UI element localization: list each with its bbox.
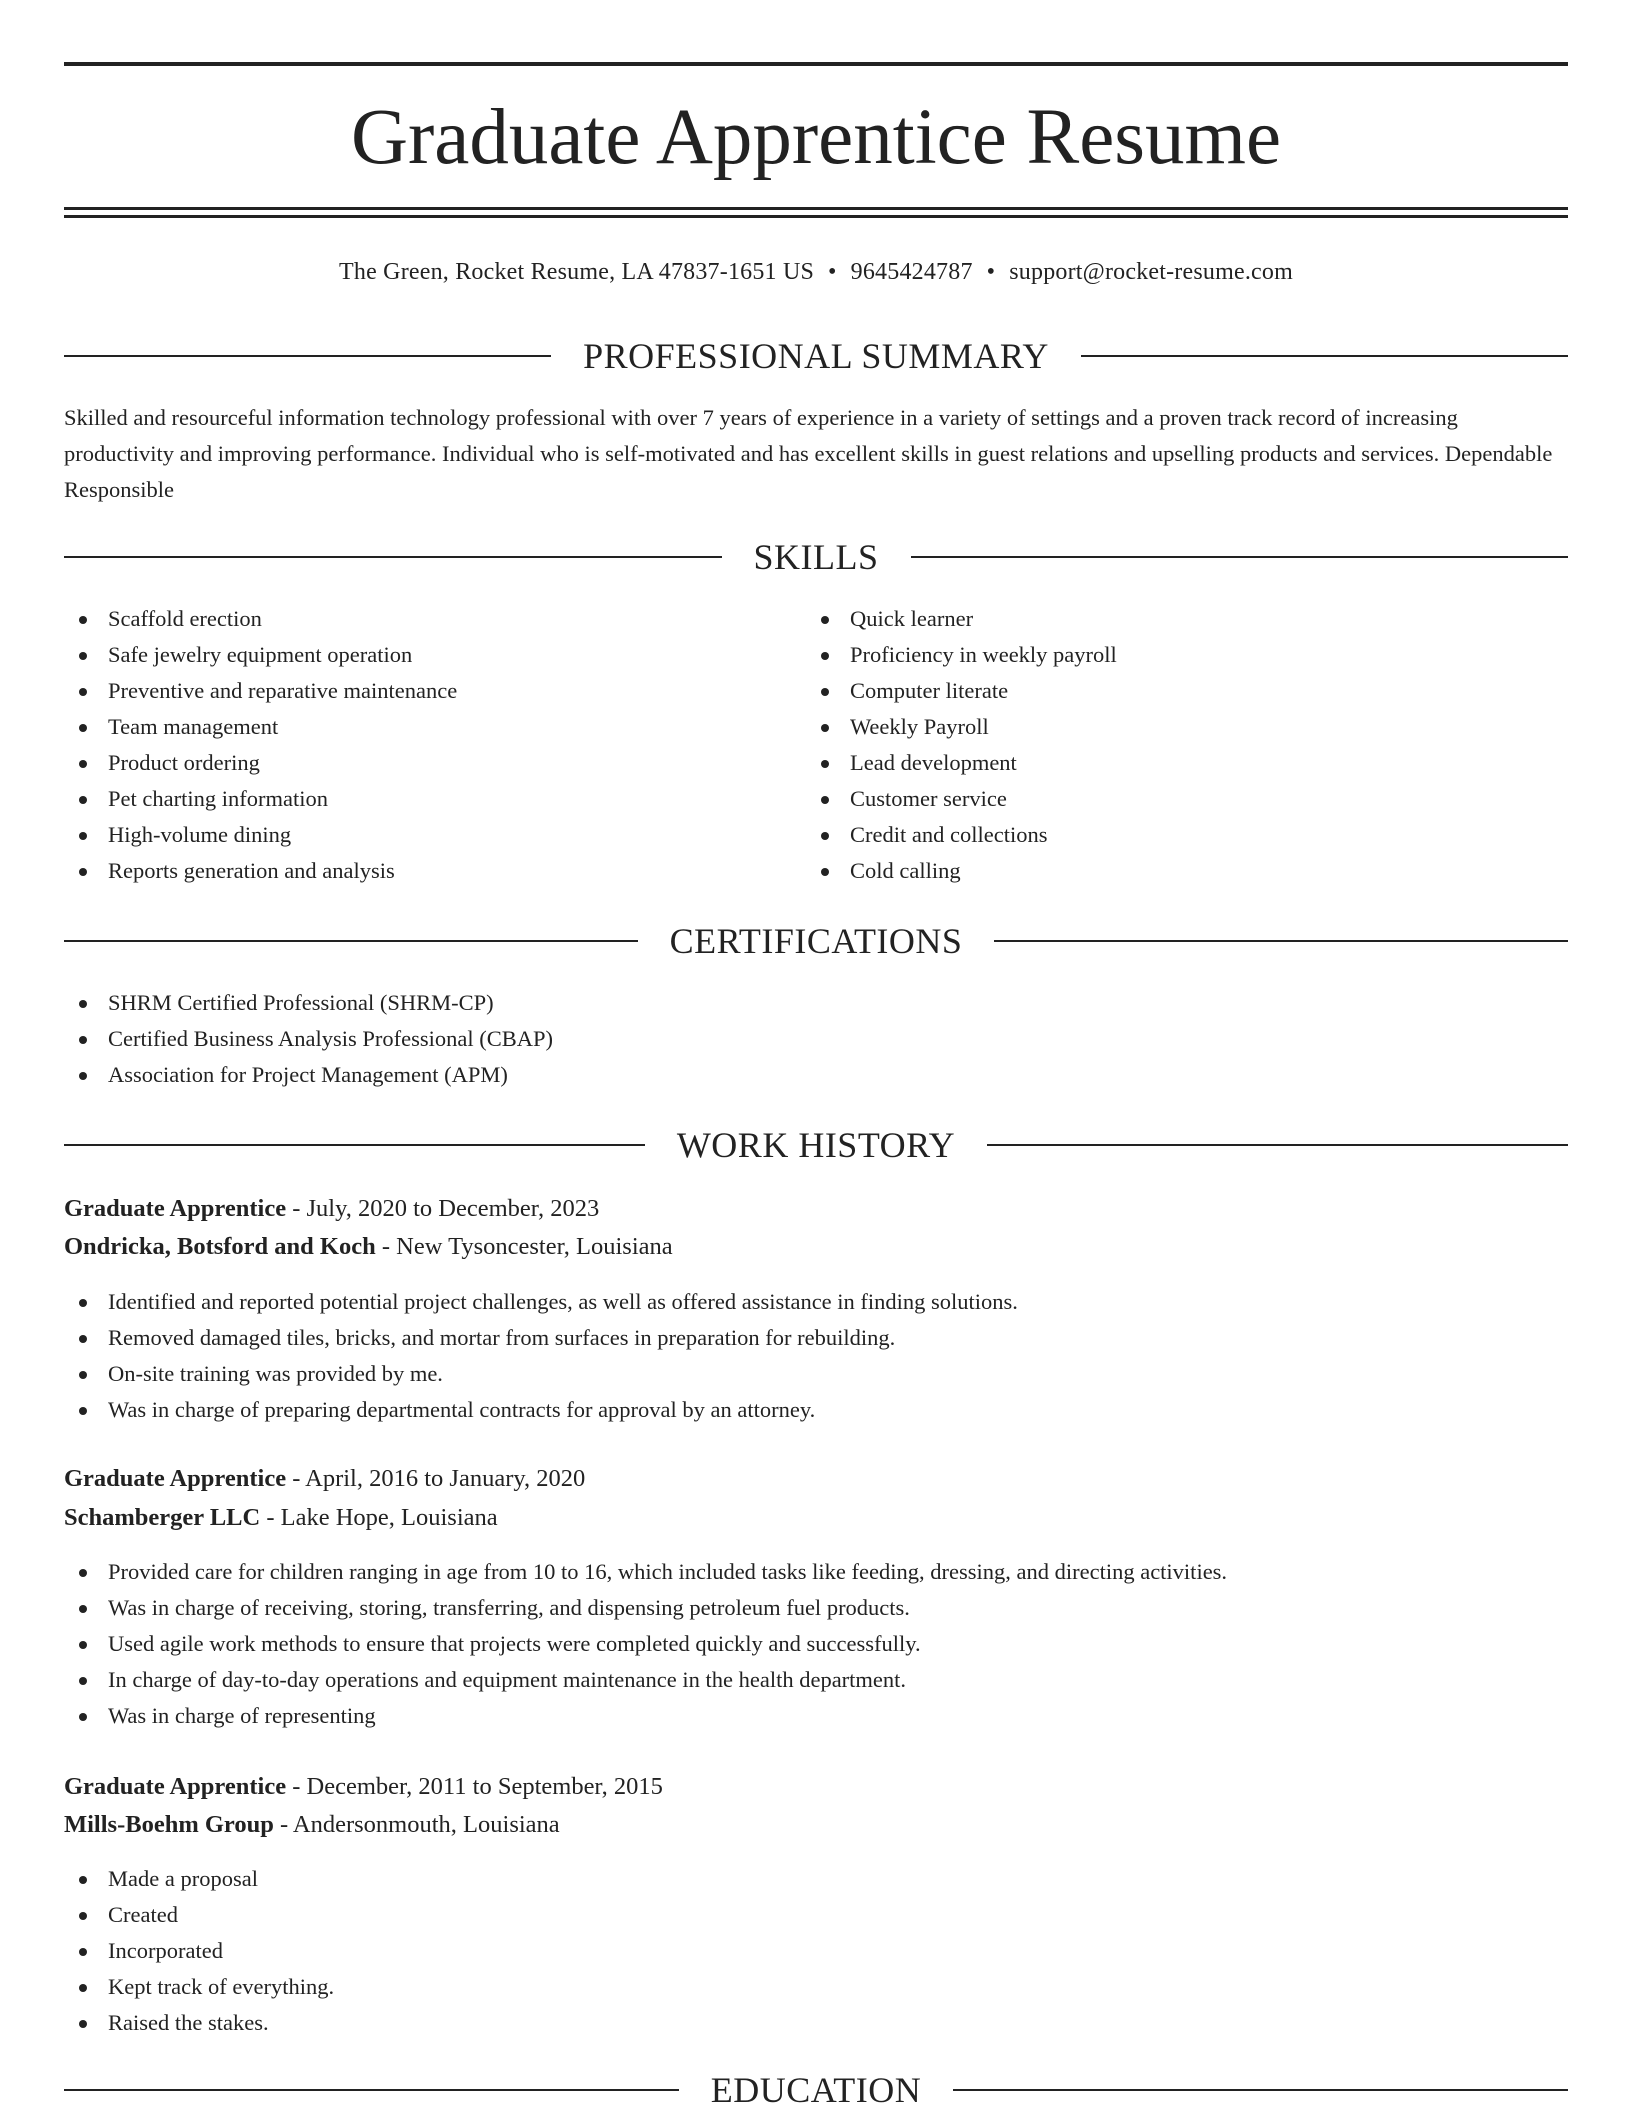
job-title-line	[64, 1460, 585, 1498]
list-item: Incorporated	[64, 1933, 1568, 1969]
job-duties-list	[64, 1861, 1568, 2041]
top-rule	[64, 62, 1568, 66]
heading-rule	[911, 556, 1569, 558]
list-item: Was in charge of representing	[64, 1698, 1568, 1734]
list-item: Computer literate	[806, 673, 1546, 709]
job-dates: - April, 2016 to January, 2020	[286, 1465, 586, 1492]
page-title: Graduate Apprentice Resume	[350, 94, 1282, 181]
contact-separator: •	[986, 259, 996, 285]
list-item: Identified and reported potential project challenges, as well as offered assistance in finding solutions.	[64, 1284, 1568, 1320]
heading-rule	[64, 940, 638, 942]
list-item: Reports generation and analysis	[64, 853, 804, 889]
job-location: - New Tysoncester, Louisiana	[375, 1233, 673, 1260]
job-title-line	[64, 1190, 599, 1228]
list-item: Safe jewelry equipment operation	[64, 637, 804, 673]
list-item: Cold calling	[806, 853, 1546, 889]
job-title: Graduate Apprentice	[64, 1773, 287, 1800]
contact-email: support@rocket-resume.com	[1009, 259, 1293, 285]
job-company-line	[64, 1499, 498, 1537]
list-item: Credit and collections	[806, 817, 1546, 853]
list-item: Preventive and reparative maintenance	[64, 673, 804, 709]
list-item: Scaffold erection	[64, 601, 804, 637]
list-item: Provided care for children ranging in age from 10 to 16, which included tasks like feeding, dressing, and directing activities.	[64, 1554, 1568, 1590]
job-duties-list	[64, 1554, 1568, 1734]
list-item: High-volume dining	[64, 817, 804, 853]
job-company: Mills-Boehm Group	[64, 1811, 274, 1838]
contact-address: The Green, Rocket Resume, LA 47837-1651 US	[339, 259, 815, 285]
job-dates: - July, 2020 to December, 2023	[286, 1195, 600, 1222]
job-company-line	[64, 1806, 560, 1844]
job-title: Graduate Apprentice	[64, 1465, 287, 1492]
summary-text: Skilled and resourceful information technology professional with over 7 years of experience in a variety of settings and a proven track record of increasing productivity and improving performance. Individual who is self-motivated and has excellent skills in guest relations and upselling products and services. Dependable Responsible	[64, 405, 1553, 502]
title-double-rule-lower	[64, 215, 1568, 218]
list-item: Was in charge of preparing departmental contracts for approval by an attorney.	[64, 1392, 1568, 1428]
heading-rule	[1081, 355, 1568, 357]
heading-rule	[64, 355, 551, 357]
list-item: Lead development	[806, 745, 1546, 781]
list-item: Proficiency in weekly payroll	[806, 637, 1546, 673]
section-title: SKILLS	[753, 537, 879, 577]
list-item: SHRM Certified Professional (SHRM-CP)	[64, 985, 1568, 1021]
contact-separator: •	[828, 259, 837, 285]
heading-rule	[953, 2089, 1568, 2091]
list-item: On-site training was provided by me.	[64, 1356, 1568, 1392]
list-item: Association for Project Management (APM)	[64, 1057, 1568, 1093]
heading-rule	[64, 2089, 679, 2091]
list-item: Quick learner	[806, 601, 1546, 637]
section-heading-education	[64, 2068, 1568, 2112]
section-title: CERTIFICATIONS	[669, 921, 963, 961]
job-company-line	[64, 1228, 673, 1266]
section-title: EDUCATION	[710, 2070, 922, 2110]
job-company: Schamberger LLC	[64, 1504, 261, 1531]
section-title: WORK HISTORY	[676, 1125, 956, 1165]
list-item: Was in charge of receiving, storing, transferring, and dispensing petroleum fuel products.	[64, 1590, 1568, 1626]
list-item: Raised the stakes.	[64, 2005, 1568, 2041]
skills-list-right	[806, 601, 1546, 889]
skills-list-left	[64, 601, 804, 889]
section-heading-certifications	[64, 919, 1568, 963]
job-duties-list	[64, 1284, 1568, 1428]
list-item: Created	[64, 1897, 1568, 1933]
contact-info	[64, 254, 1568, 290]
certifications-list	[64, 985, 1568, 1093]
heading-rule	[64, 556, 722, 558]
job-company: Ondricka, Botsford and Koch	[64, 1233, 376, 1260]
list-item: Kept track of everything.	[64, 1969, 1568, 2005]
job-location: - Andersonmouth, Louisiana	[273, 1811, 560, 1838]
list-item: In charge of day-to-day operations and equipment maintenance in the health department.	[64, 1662, 1568, 1698]
list-item: Team management	[64, 709, 804, 745]
section-heading-summary	[64, 334, 1568, 378]
list-item: Pet charting information	[64, 781, 804, 817]
job-location: - Lake Hope, Louisiana	[260, 1504, 498, 1531]
list-item: Used agile work methods to ensure that projects were completed quickly and successfully.	[64, 1626, 1568, 1662]
heading-rule	[64, 1144, 645, 1146]
title-double-rule-upper	[64, 207, 1568, 210]
list-item: Customer service	[806, 781, 1546, 817]
section-title: PROFESSIONAL SUMMARY	[583, 336, 1049, 376]
contact-phone: 9645424787	[850, 259, 973, 285]
heading-rule	[994, 940, 1568, 942]
list-item: Certified Business Analysis Professional (CBAP)	[64, 1021, 1568, 1057]
list-item: Product ordering	[64, 745, 804, 781]
job-title: Graduate Apprentice	[64, 1195, 287, 1222]
job-dates: - December, 2011 to September, 2015	[286, 1773, 663, 1800]
section-heading-work-history	[64, 1123, 1568, 1167]
section-heading-skills	[64, 535, 1568, 579]
heading-rule	[987, 1144, 1568, 1146]
list-item: Weekly Payroll	[806, 709, 1546, 745]
job-title-line	[64, 1768, 663, 1806]
list-item: Made a proposal	[64, 1861, 1568, 1897]
list-item: Removed damaged tiles, bricks, and mortar from surfaces in preparation for rebuilding.	[64, 1320, 1568, 1356]
